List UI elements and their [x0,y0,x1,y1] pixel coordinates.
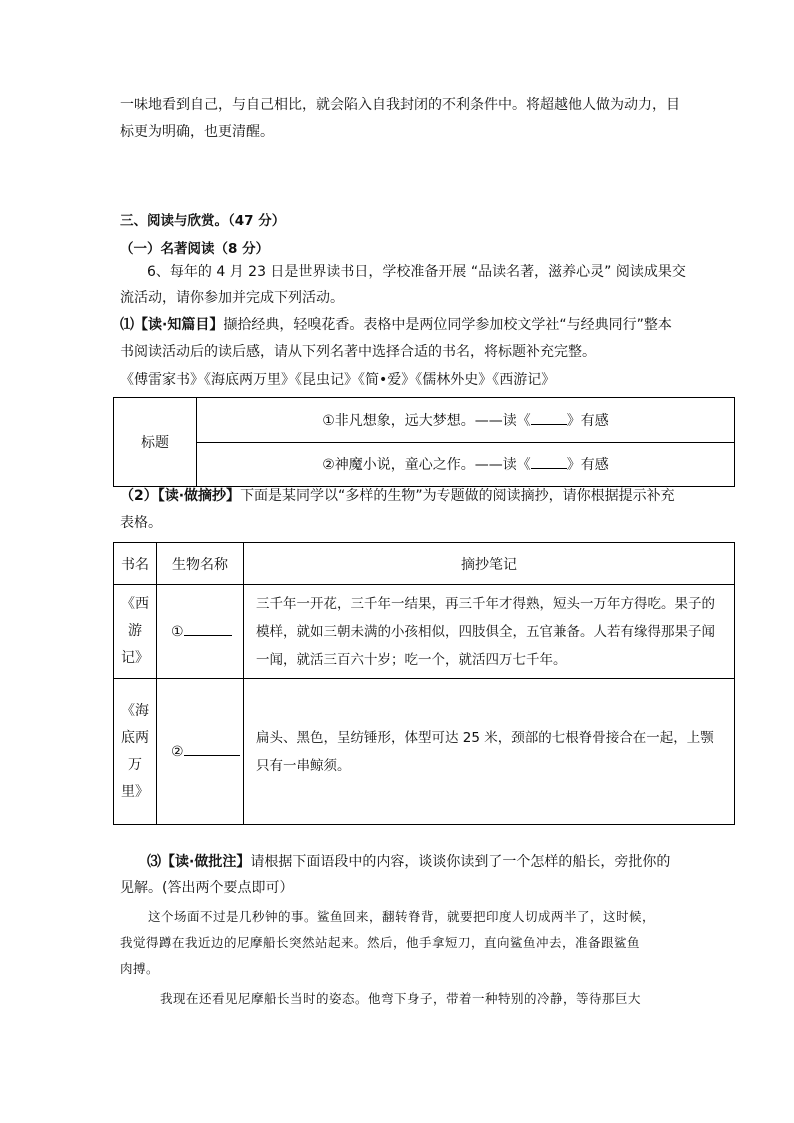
intro-line-1: 一味地看到自己，与自己相比，就会陷入自我封闭的不利条件中。将超越他人做为动力，目 [120,97,680,113]
creature-cell-1: ① [157,585,244,679]
intro-line-2: 标更为明确，也更清醒。 [120,124,274,140]
header-book: 书名 [114,543,157,585]
header-notes: 摘抄笔记 [244,543,735,585]
notes-cell-1: 三千年一开花，三千年一结果，再三千年才得熟，短头一万年方得吃。果子的 模样，就如三朝未满的小孩相似，四肢俱全，五官兼备。人若有缘得那果子闻 一闻，就活三百六十岁；吃一个，就活四万七千年。 [244,585,735,679]
part-3-label: ⑶【读·做批注】 [147,854,251,870]
question-6-line-2: 流活动，请你参加并完成下列活动。 [120,290,344,306]
excerpt-2-line-1: 我现在还看见尼摩船长当时的姿态。他弯下身子，带着一种特别的冷静，等待那巨大 [160,991,642,1006]
title-table [113,397,735,487]
book-list: 《傅雷家书》《海底两万里》《昆虫记》《简•爱》《儒林外史》《西游记》 [120,372,556,388]
part-3-line-1 [147,852,670,872]
part-2-label: （2）【读·做摘抄】 [120,488,241,504]
creature-blank-2[interactable] [184,755,240,756]
part-1-line-2: 书阅读活动后的读后感，请从下列名著中选择合适的书名，将标题补充完整。 [120,344,596,360]
excerpt-1-line-1: 这个场面不过是几秒钟的事。鲨鱼回来，翻转脊背，就要把印度人切成两半了，这时候， [148,909,656,924]
creature-blank-1[interactable] [184,635,232,636]
section-heading: 三、阅读与欣赏。（47 分） [120,213,286,229]
part-1-text: 撷拾经典，轻嗅花香。表格中是两位同学参加校文学社“与经典同行”整本 [223,317,672,333]
title-row-1: ①非凡想象，远大梦想。——读《 》有感 [197,398,735,443]
creature-cell-2: ② [157,679,244,825]
part-3-line-2: 见解。(答出两个要点即可） [120,880,294,896]
excerpt-1-line-3: 肉搏。 [120,961,160,976]
excerpt-table [113,542,735,825]
part-3-text: 请根据下面语段中的内容，谈谈你读到了一个怎样的船长，旁批你的 [250,854,671,870]
excerpt-1-line-2: 我觉得蹲在我近边的尼摩船长突然站起来。然后，他手拿短刀，直向鲨鱼冲去，准备跟鲨鱼 [120,935,641,950]
header-creature: 生物名称 [157,543,244,585]
question-6-line-1: 6、每年的 4 月 23 日是世界读书日，学校准备开展 “品读名著，滋养心灵” 阅读成果交 [147,264,686,280]
subsection-heading: （一）名著阅读（8 分） [120,241,270,257]
part-1-label: ⑴【读·知篇目】 [120,317,224,333]
book-cell-1: 《西 游 记》 [114,585,157,679]
book-cell-2: 《海 底两 万 里》 [114,679,157,825]
part-2-line-2: 表格。 [120,515,162,531]
book-blank-2[interactable] [531,468,567,469]
part-2-text: 下面是某同学以“多样的生物”为专题做的阅读摘抄，请你根据提示补充 [240,488,675,504]
part-1-line-1 [120,315,672,335]
book-blank-1[interactable] [531,424,567,425]
part-2-line-1 [120,486,675,506]
title-label: 标题 [114,398,197,487]
notes-cell-2: 扁头、黑色，呈纺锤形，体型可达 25 米，颈部的七根脊骨接合在一起，上颚 只有一串鲸须。 [244,679,735,825]
title-row-2: ②神魔小说，童心之作。——读《 》有感 [197,442,735,487]
